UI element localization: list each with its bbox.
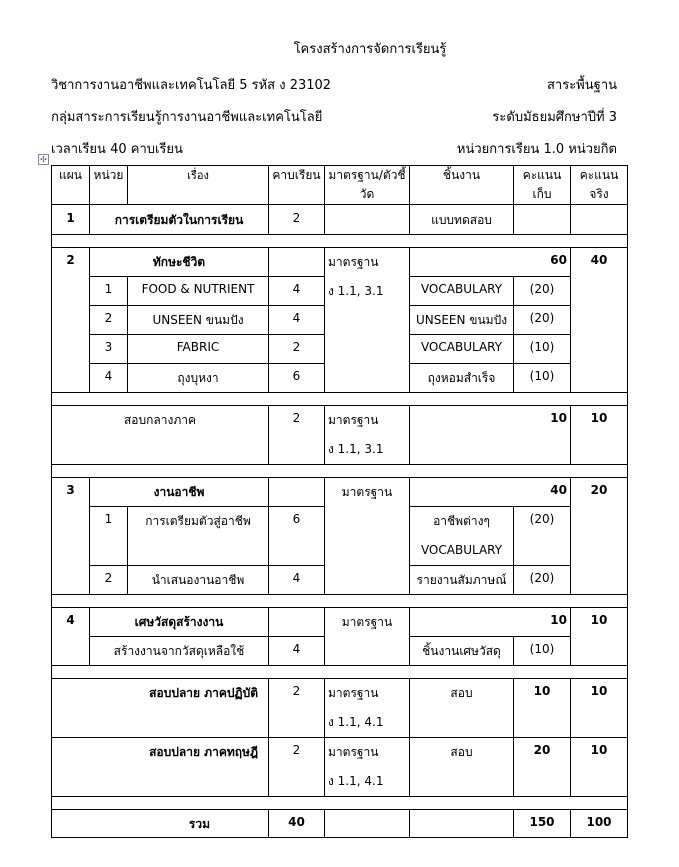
sub-topic: FABRIC <box>128 335 269 364</box>
sub-score: (10) <box>514 335 571 364</box>
course-name: วิชาการงานอาชีพและเทคโนโลยี 5 รหัส ง 23102 <box>51 78 332 93</box>
table-row <box>52 406 628 465</box>
sub-work: UNSEEN ขนมปัง <box>410 306 514 335</box>
table-row <box>52 608 628 637</box>
final-practical-actual: 10 <box>571 679 628 738</box>
sub-no: 4 <box>90 364 128 393</box>
final-practical-work: สอบ <box>410 679 514 738</box>
page-title: โครงสร้างการจัดการเรียนรู้ <box>293 42 447 57</box>
total-actual: 100 <box>571 810 628 838</box>
table-row <box>52 679 628 738</box>
sub-no: 2 <box>90 306 128 335</box>
sub-score: (10) <box>514 364 571 393</box>
subject-group: กลุ่มสาระการเรียนรู้การงานอาชีพและเทคโนโลยี <box>51 110 323 125</box>
study-time: เวลาเรียน 40 คาบเรียน <box>51 142 183 157</box>
sub-topic: ถุงบุหงา <box>128 364 269 393</box>
unit-actual: 20 <box>571 478 628 595</box>
plan-no: 3 <box>52 478 90 595</box>
header-score-actual: คะแนนจริง <box>571 166 628 205</box>
total-periods: 40 <box>269 810 325 838</box>
sub-work: VOCABULARY <box>410 335 514 364</box>
standard-detail: ง 1.1, 4.1 <box>328 774 384 788</box>
final-theory-periods: 2 <box>269 738 325 797</box>
unit-actual: 10 <box>571 608 628 666</box>
sub-work <box>410 507 514 566</box>
midterm-actual: 10 <box>571 406 628 465</box>
sub-work: VOCABULARY <box>410 277 514 306</box>
sub-no: 1 <box>90 507 128 566</box>
sub-score: (20) <box>514 277 571 306</box>
header-row <box>52 166 628 205</box>
sub-score: (20) <box>514 507 571 566</box>
standard-detail: ง 1.1, 4.1 <box>328 715 384 729</box>
header-topic: เรื่อง <box>128 166 269 205</box>
unit-work: แบบทดสอบ <box>410 205 514 235</box>
sub-no: 3 <box>90 335 128 364</box>
final-theory-standard <box>325 738 410 797</box>
unit-standard: มาตรฐาน <box>325 478 410 595</box>
credit-units: หน่วยการเรียน 1.0 หน่วยกิต <box>456 142 617 157</box>
unit-topic: เศษวัสดุสร้างงาน <box>90 608 269 637</box>
sub-periods: 6 <box>269 507 325 566</box>
header-standard: มาตรฐาน/ตัวชี้วัด <box>325 166 410 205</box>
unit-topic: งานอาชีพ <box>90 478 269 507</box>
sub-work: รายงานสัมภาษณ์ <box>410 566 514 595</box>
unit-standard <box>325 205 410 235</box>
total-label: รวม <box>52 810 269 838</box>
midterm-periods: 2 <box>269 406 325 465</box>
unit-periods <box>269 478 325 507</box>
midterm-topic: สอบกลางภาค <box>52 406 269 465</box>
final-theory-score: 20 <box>514 738 571 797</box>
standard-label: มาตรฐาน <box>328 255 379 269</box>
unit-standard: มาตรฐาน <box>325 608 410 666</box>
spacer-row <box>52 797 628 810</box>
sub-periods: 2 <box>269 335 325 364</box>
plan-no: 2 <box>52 248 90 393</box>
header-periods: คาบเรียน <box>269 166 325 205</box>
sub-periods: 4 <box>269 637 325 666</box>
unit-score <box>514 205 571 235</box>
unit-standard <box>325 248 410 393</box>
unit-periods <box>269 608 325 637</box>
header-score-during: คะแนนเก็บ <box>514 166 571 205</box>
spacer-row <box>52 235 628 248</box>
standard-label: มาตรฐาน <box>328 413 379 427</box>
sub-work: ชิ้นงานเศษวัสดุ <box>410 637 514 666</box>
sub-periods: 4 <box>269 306 325 335</box>
sub-topic: FOOD & NUTRIENT <box>128 277 269 306</box>
sub-no: 1 <box>90 277 128 306</box>
sub-periods: 6 <box>269 364 325 393</box>
table-row <box>52 205 628 235</box>
total-work <box>410 810 514 838</box>
sub-score: (20) <box>514 306 571 335</box>
midterm-standard <box>325 406 410 465</box>
sub-topic: UNSEEN ขนมปัง <box>128 306 269 335</box>
unit-actual <box>571 205 628 235</box>
sub-topic: การเตรียมตัวสู่อาชีพ <box>128 507 269 566</box>
header-work: ชิ้นงาน <box>410 166 514 205</box>
final-practical-periods: 2 <box>269 679 325 738</box>
sub-topic: สร้างงานจากวัสดุเหลือใช้ <box>90 637 269 666</box>
unit-topic: การเตรียมตัวในการเรียน <box>90 205 269 235</box>
unit-actual: 40 <box>571 248 628 393</box>
sub-topic: นำเสนองานอาชีพ <box>128 566 269 595</box>
final-practical-score: 10 <box>514 679 571 738</box>
sub-periods: 4 <box>269 566 325 595</box>
standard-label: มาตรฐาน <box>328 686 379 700</box>
standard-detail: ง 1.1, 3.1 <box>328 442 384 456</box>
sub-periods: 4 <box>269 277 325 306</box>
spacer-row <box>52 666 628 679</box>
header-unit: หน่วย <box>90 166 128 205</box>
spacer-row <box>52 465 628 478</box>
final-theory-actual: 10 <box>571 738 628 797</box>
unit-score: 40 <box>410 478 571 507</box>
table-row <box>52 738 628 797</box>
unit-periods: 2 <box>269 205 325 235</box>
unit-periods <box>269 248 325 277</box>
sub-score: (20) <box>514 566 571 595</box>
table-move-handle-icon[interactable]: ✣ <box>38 154 49 165</box>
plan-no: 4 <box>52 608 90 666</box>
final-theory-work: สอบ <box>410 738 514 797</box>
table-row <box>52 478 628 507</box>
midterm-score: 10 <box>410 406 571 465</box>
work-line: อาชีพต่างๆ <box>433 514 490 528</box>
header-plan: แผน <box>52 166 90 205</box>
course-structure-table <box>51 165 628 838</box>
course-type: สาระพื้นฐาน <box>546 78 617 93</box>
sub-no: 2 <box>90 566 128 595</box>
spacer-row <box>52 595 628 608</box>
unit-score: 60 <box>410 248 571 277</box>
work-line: VOCABULARY <box>420 543 503 557</box>
spacer-row <box>52 393 628 406</box>
final-practical-topic: สอบปลาย ภาคปฏิบัติ <box>52 679 269 738</box>
total-standard <box>325 810 410 838</box>
unit-score: 10 <box>410 608 571 637</box>
final-theory-topic: สอบปลาย ภาคทฤษฎี <box>52 738 269 797</box>
total-row <box>52 810 628 838</box>
table-row <box>52 248 628 277</box>
sub-work: ถุงหอมสำเร็จ <box>410 364 514 393</box>
total-score: 150 <box>514 810 571 838</box>
final-practical-standard <box>325 679 410 738</box>
unit-topic: ทักษะชีวิต <box>90 248 269 277</box>
grade-level: ระดับมัธยมศึกษาปีที่ 3 <box>492 110 617 125</box>
plan-no: 1 <box>52 205 90 235</box>
standard-label: มาตรฐาน <box>328 745 379 759</box>
sub-score: (10) <box>514 637 571 666</box>
standard-detail: ง 1.1, 3.1 <box>328 284 384 298</box>
